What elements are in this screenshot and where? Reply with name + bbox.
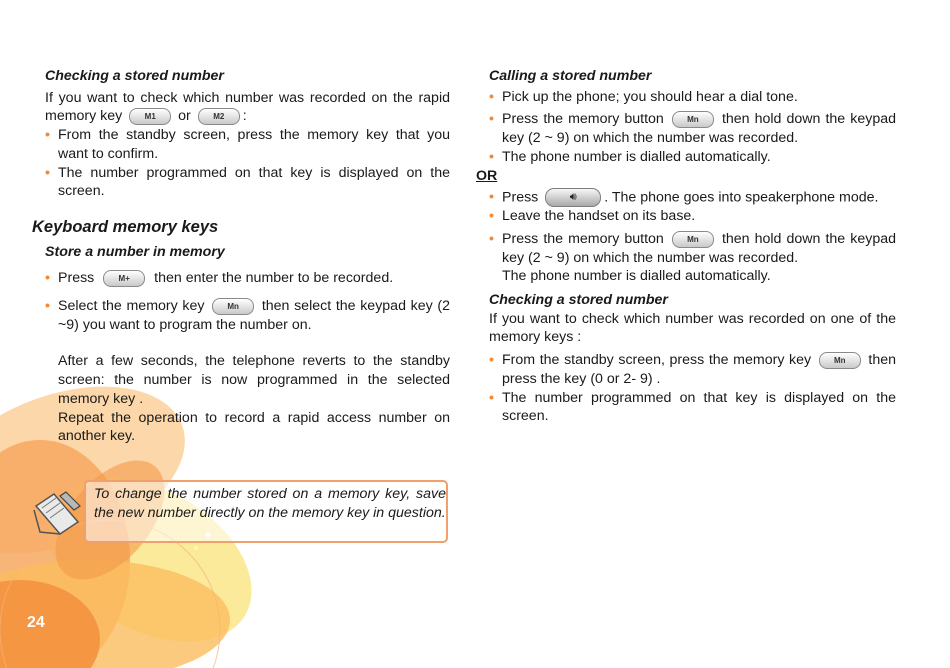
text: Press [502,189,539,206]
text: . The phone goes into speakerphone mode. [604,189,879,206]
m2-key-icon: M2 [198,108,240,125]
section-title-check-memory: Checking a stored number [489,292,668,309]
right-column [476,67,896,426]
text: From the standby screen, press the memory key [502,352,812,369]
mn-key-icon: Mn [672,231,714,248]
text: Press the memory button [502,111,664,128]
section-title-store: Store a number in memory [45,243,225,260]
list-item: • From the standby screen, press the memory key that you want to confirm. [32,126,450,163]
list-item [32,297,450,334]
left-column [32,67,450,446]
check-memory-intro: If you want to check which number was recorded on one of the memory keys : [489,310,896,346]
mn-key-icon: Mn [212,298,254,315]
speaker-icon: 🔊︎ [545,188,601,207]
text: then hold down the keypad key (2 ~ 9) on which the number was recorded. [502,111,896,147]
check-rapid-bullets [32,126,450,201]
text: then hold down the keypad key (2 ~ 9) on which the number was recorded. [502,230,896,266]
intro-end: : [242,108,247,125]
list-item: • The phone number is dialled automatically. [476,148,896,167]
note-box [84,480,448,543]
list-item: • The number programmed on that key is displayed on the screen. [476,389,896,426]
speaker-bullets [476,188,896,267]
text: then enter the number to be recorded. [154,270,394,287]
list-item [476,351,896,388]
store-bullets [32,269,450,334]
list-item [476,110,896,147]
list-item [32,269,450,288]
text: Press [58,270,95,287]
list-item: • Pick up the phone; you should hear a dial tone. [476,88,896,107]
store-after-text: After a few seconds, the telephone reverts to the standby screen: the number is now programmed in the selected memory key . [58,353,450,407]
intro-or: or [178,108,191,125]
text: Press the memory button [502,230,664,247]
calling-bullets [476,88,896,167]
check-rapid-intro [32,89,450,126]
list-item [476,230,896,267]
m1-key-icon: M1 [129,108,171,125]
list-item: • The number programmed on that key is displayed on the screen. [32,164,450,201]
or-separator: OR [476,167,498,184]
store-repeat-text: Repeat the operation to record a rapid access number on another key. [58,409,450,445]
dialled-automatically-text: The phone number is dialled automatically. [502,268,771,285]
text: Select the memory key [58,298,205,315]
list-item [476,188,896,207]
section-title-calling: Calling a stored number [489,68,652,84]
text: then press the key (0 or 2- 9) . [502,352,896,387]
intro-text: If you want to check which number was recorded on the rapid memory key [45,89,450,125]
section-title-check-rapid: Checking a stored number [45,68,224,84]
mn-key-icon: Mn [819,352,861,369]
check-memory-bullets [476,351,896,426]
text: then select the keypad key (2 ~9) you want to program the number on. [58,298,450,333]
note-clipboard-icon [30,488,84,540]
list-item: • Leave the handset on its base. [476,207,896,226]
note-text: To change the number stored on a memory key, save the new number directly on the memory key in question. [94,486,446,521]
heading-keyboard-memory-keys: Keyboard memory keys [32,217,219,236]
page-number: 24 [27,614,45,631]
m-plus-key-icon: M+ [103,270,145,287]
mn-key-icon: Mn [672,111,714,128]
